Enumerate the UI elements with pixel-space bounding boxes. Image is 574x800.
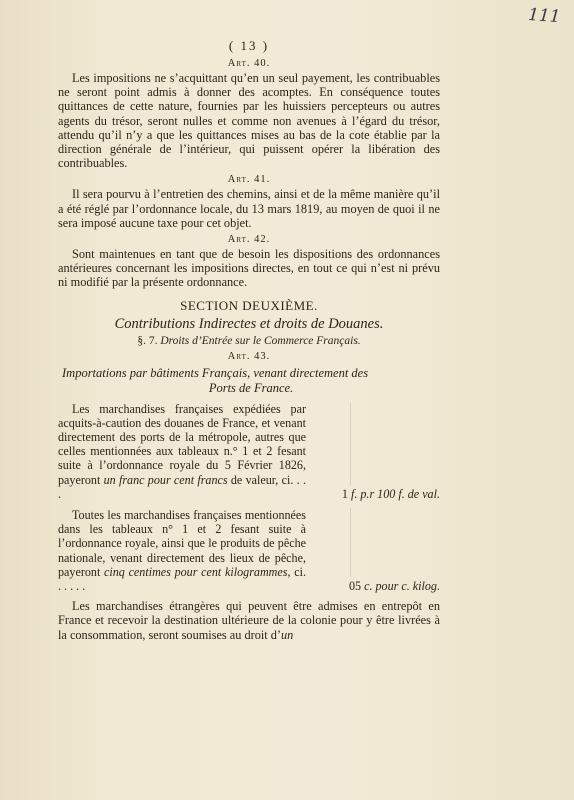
- tariff-text-1-main: Les marchandises françaises expédiées par acquits-à-caution des douanes de France, et venant directement des ports de la métropole, autres que celles mentionnées aux tableaux n.° 1 et 2 fesant suite à l’ordonnance royale du 5 Février 1826, payeront: [58, 401, 306, 487]
- article-40-heading: Art. 40.: [227, 58, 271, 69]
- article-41-heading: Art. 41.: [227, 174, 271, 186]
- article-42-text: Sont maintenues en tant que de besoin les dispositions des ordonnances antérieures concernant les impositions directes, en tout ce qui n’est ni prévu ni modifié par la présente ordonnance.: [58, 247, 440, 290]
- article-43-heading: Art. 43.: [227, 350, 271, 362]
- tariff-value-2-number: 05: [348, 579, 362, 594]
- tariff-text-1: [58, 402, 306, 501]
- tariff-text-1-end: de valeur, ci. . . .: [58, 472, 306, 501]
- tariff-text-2: [58, 508, 306, 593]
- section-subtitle: Contributions Indirectes et droits de Douanes.: [114, 315, 384, 332]
- closing-paragraph: [58, 599, 440, 642]
- column-rule: [350, 508, 351, 577]
- tariff-text-2-end: , ci. . . . . .: [58, 564, 306, 594]
- article-41-text: Il sera pourvu à l’entretien des chemins, ainsi et de la même manière qu’il a été réglé par l’ordonnance locale, du 13 mars 1819, au moyen de quoi il ne sera imposé aucune taxe pour cet objet.: [58, 187, 440, 230]
- spacer: [58, 501, 440, 506]
- page-number: ( 13 ): [228, 38, 270, 53]
- subsection-heading: [58, 335, 440, 347]
- article-40-text: Les impositions ne s’acquittant qu’en un seul payement, les contribuables ne seront point admis à donner des acomptes. En conséquence toutes quittances de cette nature, fournies par les huissiers percepteurs ou autres agents du trésor, seront nulles et comme non avenues à l’égard du trésor, attendu qu’il n’y a que les quittances mises au bas de la cote établie par la direction générale de l’intérieur, qui puissent opérer la libération des contribuables.: [58, 71, 440, 171]
- tariff-entry-1: [58, 402, 440, 501]
- tariff-value-1: [342, 487, 440, 501]
- article-43-italic-heading: [58, 366, 440, 396]
- article-42-heading: Art. 42.: [227, 234, 271, 246]
- tariff-value-1-unit: f. p.r 100 f. de val.: [347, 486, 440, 501]
- tariff-text-1-italic: un franc pour cent francs: [103, 472, 228, 487]
- section-title: SECTION DEUXIÈME.: [180, 297, 318, 313]
- column-rule: [350, 402, 351, 485]
- italic-heading-line-1: Importations par bâtiments Français, venant directement des: [62, 365, 369, 380]
- tariff-value-2: [349, 579, 440, 593]
- tariff-value-2-unit: c. pour c. kilog.: [361, 579, 440, 594]
- subsection-title: Droits d’Entrée sur le Commerce Français.: [160, 334, 361, 347]
- italic-heading-line-2: Ports de France.: [208, 380, 294, 395]
- closing-text-main: Les marchandises étrangères qui peuvent être admises en entrepôt en France et recevoir la destination ultérieure de la colonie pour y être livrées à la consommation, seront soumises au droit d’: [58, 599, 440, 642]
- tariff-text-2-italic: cinq centimes pour cent kilogrammes: [104, 564, 288, 579]
- tariff-entry-2: [58, 508, 440, 593]
- tariff-text-2-main: Toutes les marchandises françaises mentionnées dans les tableaux n° 1 et 2 fesant suite à l’ordonnance royale, ainsi que le produits de pêche nationale, venant directement des lieux de pêche, payeront: [58, 508, 306, 579]
- tariff-value-1-number: 1: [341, 486, 348, 501]
- handwritten-folio-number: 111: [526, 4, 561, 28]
- subsection-number: §. 7.: [137, 334, 158, 347]
- page-content: [58, 38, 440, 642]
- closing-text-italic: un: [281, 627, 294, 642]
